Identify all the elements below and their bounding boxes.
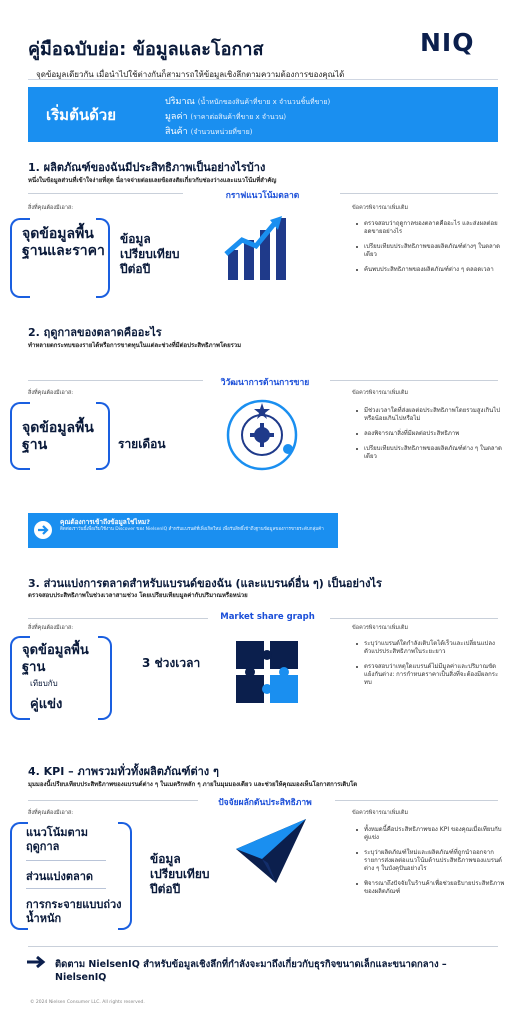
section-2-period: รายเดือน [118,437,166,451]
section-4-compare: ข้อมูลเปรียบเทียบปีต่อปี [150,852,210,896]
page-subtitle: จุดข้อมูลเดียวกัน เมื่อนำไปใช้ต่างกันก็สามารถให้ข้อมูลเชิงลึกตามความต้องการของคุณได้ [36,70,345,79]
divider [28,800,198,801]
page-title: คู่มือฉบับย่อ: ข้อมูลและโอกาส [28,39,264,60]
section-4-chip: ปัจจัยผลักดันประสิทธิภาพ [218,798,312,808]
list-item: มีช่วงเวลาใดที่ส่งผลต่อประสิทธิภาพโดยรวมสูงเกินไปหรือน้อยเกินไปหรือไม่ [355,407,505,423]
list-item: เปรียบเทียบประสิทธิภาพของผลิตภัณฑ์ต่างๆ ในตลาดเดียว [355,243,505,259]
needs-label: สิ่งที่คุณต้องมีเอาส: [28,390,74,396]
needs-weighted-distribution: การกระจายแบบถ่วงน้ำหนัก [26,898,122,925]
divider [26,888,106,889]
right-brace [96,218,110,298]
term-units: สินค้า [165,127,188,137]
section-4-bullets [355,826,505,903]
banner-definitions [165,95,330,140]
section-3-desc: ตรวจสอบประสิทธิภาพในช่วงเวลาสามช่วง โดยเปรียบเทียบมูลค่ากับปริมาณหรือหน่วย [28,592,248,599]
section-2-needs: จุดข้อมูลพื้นฐาน [22,420,94,453]
consider-label: ข้อควรพิจารณาเพิ่มเติม [352,810,409,816]
list-item: ระบุว่าแบรนด์ใดกำลังเติบโตได้เร็วและเปลี่ยนแปลงตัวแปรประสิทธิภาพในระยะยาว [355,640,505,656]
needs-label: สิ่งที่คุณต้องมีเอาส: [28,625,74,631]
footer-divider [28,946,498,947]
divider [28,380,203,381]
section-2-chip: วิวัฒนาการด้านการขาย [220,378,310,388]
needs-label: สิ่งที่คุณต้องมีเอาส: [28,205,74,211]
section-2-bullets [355,407,505,468]
section-3-title: 3. ส่วนแบ่งการตลาดสำหรับแบรนด์ของฉัน (และแบรนด์อื่น ๆ) เป็นอย่างไร [28,577,382,590]
niq-logo: NIQ [420,28,475,57]
term-volume: ปริมาณ [165,97,195,107]
section-1-needs: จุดข้อมูลพื้นฐานและราคา [22,226,105,259]
list-item: ค้นพบประสิทธิภาพของผลิตภัณฑ์ต่าง ๆ ตลอดเวลา [355,266,505,274]
arrow-right-icon [34,521,52,539]
puzzle-icon [232,637,302,707]
section-3-competitors: คู่แข่ง [30,697,63,712]
term-value: มูลค่า [165,112,188,122]
section-4-desc: มุมมองนี้เปรียบเทียบประสิทธิภาพของแบรนด์ต่าง ๆ ในเมตริกหลัก ๆ ภายในมุมมองเดียว และช่วยให้คุณมองเห็นโอกาสการเติบโต [28,781,358,788]
callout-question: คุณต้องการเข้าถึงข้อมูลใช่ไหม? [60,518,150,526]
list-item: ทั้งหมดนี้คือประสิทธิภาพของ KPI ของคุณเมื่อเทียบกับคู่แข่ง [355,826,505,842]
section-3-chip: Market share graph [220,612,315,622]
divider [340,193,498,194]
needs-seasonal-trend: แนวโน้มตามฤดูกาล [26,826,89,853]
list-item: ตรวจสอบว่าเหตุใดแบรนด์ไม่มีมูลค่าและปริมาณขัดแย้งกันต่าง: การกำหนดราคาเป็นสิ่งที่จะต้องมีผลกระทบ [355,663,505,687]
section-3-period: 3 ช่วงเวลา [142,656,201,670]
list-item: ลองพิจารณาสิ่งที่มีผลต่อประสิทธิภาพ [355,430,505,438]
divider [28,193,183,194]
consider-label: ข้อควรพิจารณาเพิ่มเติม [352,625,409,631]
orbit-gear-icon [222,395,302,475]
list-item: เปรียบเทียบประสิทธิภาพของผลิตภัณฑ์ต่าง ๆ ในตลาดเดียว [355,445,505,461]
list-item: ตรวจสอบว่าฤดูกาลของตลาดคืออะไร และส่งผลต่อยอดขายอย่างไร [355,220,505,236]
section-1-chip: กราฟแนวโน้มตลาด [225,191,300,201]
consider-label: ข้อควรพิจารณาเพิ่มเติม [352,390,409,396]
banner-heading: เริ่มต้นด้วย [46,106,117,124]
section-1-compare: ข้อมูลเปรียบเทียบปีต่อปี [120,232,180,276]
callout-desc: ติดต่อเราวันนี้เพื่อเริ่มใช้งาน Discover ของ NielsenIQ สำหรับแบรนด์ที่เพิ่งเกิดใหม่ เพื่อรับสิทธิ์เข้าถึงฐานข้อมูลของการขายระดับกลุ่มค้า [60,527,324,532]
compare-label: เทียบกับ [30,679,58,688]
section-1-desc: หนึ่งในข้อมูลส่วนที่เข้าใจง่ายที่สุด นี่อาจจ่ายต่อยเลยข้อสงสัยเกี่ยวกับช่องว่างและแนวโน้มที่สำคัญ [28,177,277,184]
section-2-title: 2. ฤดูกาลของตลาดคืออะไร [28,326,162,339]
section-3-bullets [355,640,505,694]
divider [26,860,106,861]
consider-label: ข้อควรพิจารณาเพิ่มเติม [352,205,409,211]
divider [330,618,498,619]
needs-market-share: ส่วนแบ่งตลาด [26,870,94,883]
section-1-title: 1. ผลิตภัณฑ์ของฉันมีประสิทธิภาพเป็นอย่างไรบ้าง [28,161,266,174]
section-4-title: 4. KPI – ภาพรวมทั่วทั้งผลิตภัณฑ์ต่าง ๆ [28,765,219,778]
data-access-callout[interactable] [28,513,338,548]
follow-niq-link[interactable]: ติดตาม NielsenIQ สำหรับข้อมูลเชิงลึกที่กำลังจะมาถึงเกี่ยวกับธุรกิจขนาดเล็กและขนาดกลาง – NielsenIQ [55,959,447,983]
banner-line [165,95,330,110]
divider [330,380,498,381]
arrow-right-icon [26,955,48,969]
start-banner [28,87,498,142]
def-value: (ราคาต่อสินค้าที่ขาย x จำนวน) [190,113,287,121]
copyright: © 2024 Nielsen Consumer LLC. All rights reserved. [30,1000,145,1005]
list-item: พิจารณาถึงปัจจัยในร้านค้าเพื่อช่วยอธิบายประสิทธิภาพของผลิตภัณฑ์ [355,880,505,896]
right-brace [96,402,110,470]
def-units: (จำนวนหน่วยที่ขาย) [190,128,253,136]
divider [28,618,208,619]
bar-chart-icon [222,210,302,285]
needs-label: สิ่งที่คุณต้องมีเอาส: [28,810,74,816]
paper-plane-icon [232,815,312,895]
section-1-bullets [355,220,505,281]
def-volume: (น้ำหนักของสินค้าที่ขาย x จำนวนชิ้นที่ขาย) [197,98,331,106]
list-item: ระบุว่าผลิตภัณฑ์ใหม่และผลิตภัณฑ์ที่ถูกนำออกจากรายการส่งผลต่อแนวโน้มด้านประสิทธิภาพของแบรนด์ต่าง ๆ ในบังคุปันอย่างไร [355,849,505,873]
right-brace [118,822,132,930]
banner-line [165,125,330,140]
section-3-needs: จุดข้อมูลพื้นฐาน [22,643,89,675]
banner-line [165,110,330,125]
section-2-desc: ทำหลายตกระทบของรายได้หรือการขาดทุนในแต่ละช่วงที่มีต่อประสิทธิภาพโดยรวม [28,342,242,349]
divider [335,800,498,801]
right-brace [98,636,112,720]
subtitle-divider [28,79,498,80]
